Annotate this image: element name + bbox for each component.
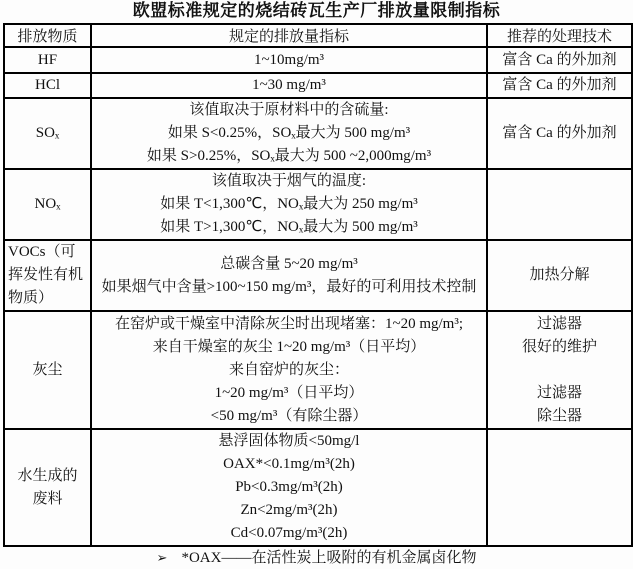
spec-line: 悬浮固体物质<50mg/l bbox=[218, 433, 360, 449]
substance-label: HCl bbox=[34, 77, 60, 93]
tech-cell bbox=[487, 73, 632, 98]
tech-line: 加热分解 bbox=[529, 267, 590, 283]
substance-label: VOCs（可挥发性有机物质） bbox=[8, 244, 84, 306]
spec-line: 1~20 mg/m³（日平均） bbox=[214, 384, 364, 401]
table-row-nox bbox=[4, 169, 632, 240]
tech-line: 很好的维护 bbox=[521, 338, 597, 355]
tech-line: 富含 Ca 的外加剂 bbox=[502, 51, 617, 68]
spec-line: 该值取决于原材料中的含硫量: bbox=[189, 102, 389, 118]
tech-line: 富含 Ca 的外加剂 bbox=[502, 125, 617, 141]
tech-cell bbox=[487, 240, 632, 311]
table-row-hf bbox=[4, 47, 632, 73]
substance-label: NOₓ bbox=[34, 196, 61, 212]
substance-cell bbox=[4, 73, 91, 98]
spec-line: OAX*<0.1mg/m³(2h) bbox=[223, 456, 355, 472]
substance-cell bbox=[4, 240, 91, 311]
spec-cell bbox=[91, 429, 487, 546]
spec-line: 来自干燥室的灰尘 1~20 mg/m³（日平均） bbox=[152, 338, 426, 355]
table-header-row bbox=[4, 24, 632, 47]
spec-line: 如果 S>0.25%，SOₓ最大为 500 ~2,000mg/m³ bbox=[146, 148, 432, 164]
spec-line: 1~10mg/m³ bbox=[253, 51, 325, 68]
spec-cell bbox=[91, 311, 487, 429]
spec-cell bbox=[91, 169, 487, 240]
table-row-sox bbox=[4, 98, 632, 169]
footnote bbox=[0, 547, 633, 568]
tech-cell bbox=[487, 311, 632, 429]
substance-cell bbox=[4, 311, 91, 429]
substance-label: HF bbox=[37, 51, 58, 68]
spec-cell bbox=[91, 98, 487, 169]
arrow-bullet-icon: ➢ bbox=[156, 550, 168, 565]
substance-label: 废料 bbox=[32, 490, 63, 507]
tech-line: 过滤器 bbox=[536, 384, 582, 401]
spec-line: 1~30 mg/m³ bbox=[252, 77, 326, 93]
substance-cell bbox=[4, 98, 91, 169]
footnote-text: *OAX——在活性炭上吸附的有机金属卤化物 bbox=[181, 550, 477, 566]
spec-cell bbox=[91, 240, 487, 311]
spec-line: Cd<0.07mg/m³(2h) bbox=[230, 525, 348, 541]
emissions-table bbox=[3, 23, 633, 547]
spec-line: 如果 T>1,300℃，NOₓ最大为 500 mg/m³ bbox=[160, 219, 418, 235]
tech-line: 富含 Ca 的外加剂 bbox=[502, 77, 617, 93]
spec-line: 该值取决于烟气的温度: bbox=[211, 173, 367, 189]
spec-cell bbox=[91, 73, 487, 98]
spec-line: 总碳含量 5~20 mg/m³ bbox=[220, 255, 358, 272]
spec-line: <50 mg/m³（有除尘器） bbox=[210, 407, 368, 424]
spec-line: 如果 S<0.25%，SOₓ最大为 500 mg/m³ bbox=[167, 125, 411, 141]
tech-cell bbox=[487, 47, 632, 73]
spec-line: 在窑炉或干燥室中清除灰尘时出现堵塞：1~20 mg/m³; bbox=[114, 315, 464, 332]
column-header-substance: 排放物质 bbox=[4, 24, 91, 47]
table-row-hcl bbox=[4, 73, 632, 98]
tech-cell-empty bbox=[487, 169, 632, 240]
spec-line: 来自窑炉的灰尘： bbox=[228, 361, 349, 378]
tech-cell bbox=[487, 98, 632, 169]
tech-cell-empty bbox=[487, 429, 632, 546]
spec-line: 如果 T<1,300℃，NOₓ最大为 250 mg/m³ bbox=[160, 196, 418, 212]
substance-label: SOₓ bbox=[35, 125, 60, 141]
substance-cell bbox=[4, 47, 91, 73]
substance-cell bbox=[4, 169, 91, 240]
table-row-vocs bbox=[4, 240, 632, 311]
tech-line: 过滤器 bbox=[536, 315, 582, 332]
spec-line: 如果烟气中含量>100~150 mg/m³，最好的可利用技术控制 bbox=[101, 278, 477, 295]
spec-line: Zn<2mg/m³(2h) bbox=[240, 502, 338, 518]
spec-line: Pb<0.3mg/m³(2h) bbox=[235, 479, 343, 495]
tech-line bbox=[491, 359, 628, 382]
substance-label: 水生成的 bbox=[17, 467, 78, 484]
substance-cell bbox=[4, 429, 91, 546]
column-header-tech: 推荐的处理技术 bbox=[487, 24, 632, 47]
column-header-spec: 规定的排放量指标 bbox=[91, 24, 487, 47]
substance-label: 灰尘 bbox=[32, 361, 63, 378]
table-row-dust bbox=[4, 311, 632, 429]
tech-line: 除尘器 bbox=[536, 407, 582, 424]
table-row-water-waste bbox=[4, 429, 632, 546]
spec-cell bbox=[91, 47, 487, 73]
page-title: 欧盟标准规定的烧结砖瓦生产厂排放量限制指标 bbox=[132, 1, 501, 20]
